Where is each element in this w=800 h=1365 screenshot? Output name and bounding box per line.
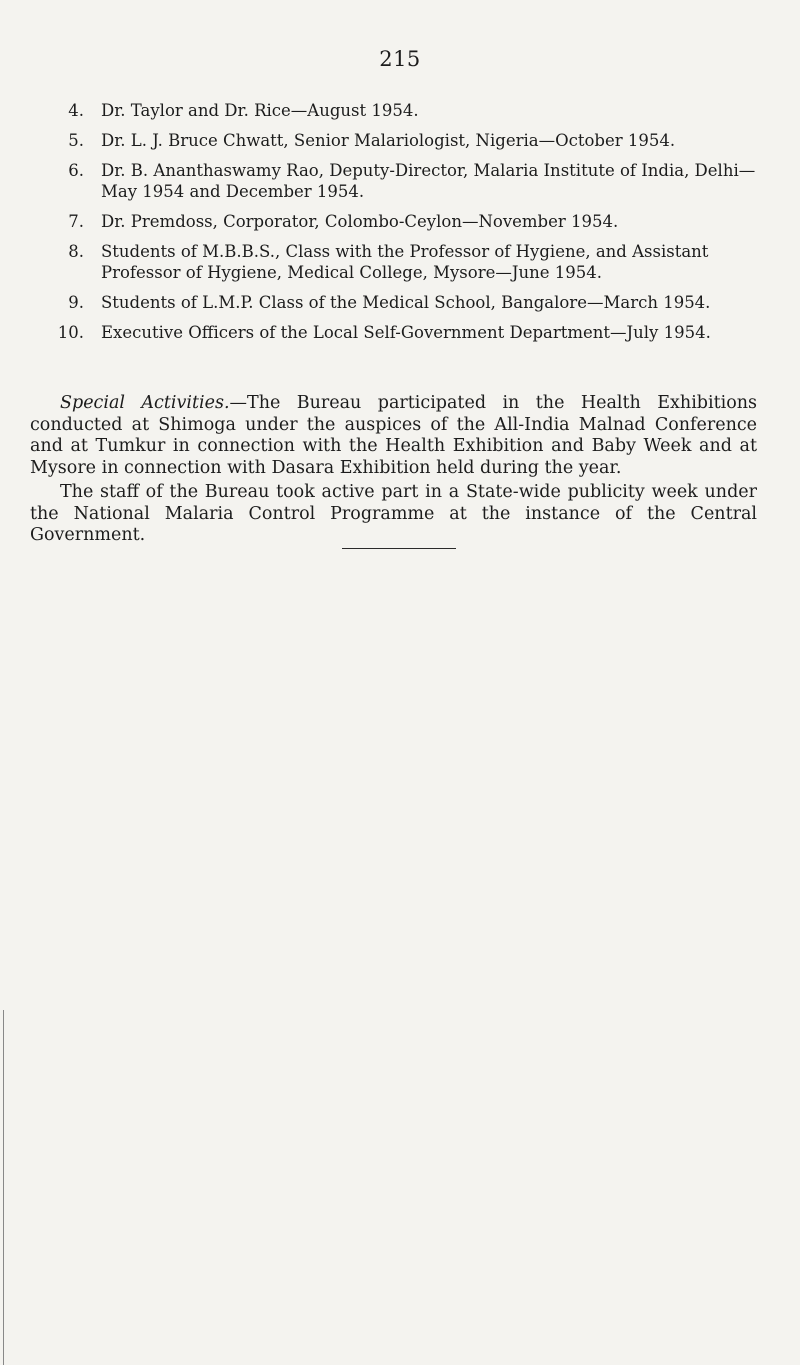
list-item [60,130,760,151]
list-item-number: 4. [68,101,84,120]
list-item-text: Dr. L. J. Bruce Chwatt, Senior Malariologist, Nigeria—October 1954. [101,131,676,150]
list-item [57,322,760,343]
scan-edge-line [3,1010,4,1365]
list-item-number: 7. [68,212,84,231]
visitor-list [57,100,760,352]
list-item-number: 6. [68,161,84,180]
list-item-text: Students of M.B.B.S., Class with the Professor of Hygiene, and Assistant Professor of Hygiene, Medical College, Mysore—June 1954. [101,242,709,282]
special-activities-text: —The Bureau participated in the Health Exhibitions conducted at Shimoga under the auspices of the All-India Malnad Conference and at Tumkur in connection with the Health Exhibition and Baby Week and at Mysore in connection with Dasara Exhibition held during the year. [30,393,758,478]
special-activities-paragraph [30,393,757,479]
list-item-number: 9. [68,293,84,312]
list-item-number: 8. [68,242,84,261]
list-item [60,292,760,313]
list-item-text: Executive Officers of the Local Self-Government Department—July 1954. [101,323,711,342]
list-item [60,241,760,283]
staff-publicity-paragraph: The staff of the Bureau took active part in a State-wide publicity week under the National Malaria Control Programme at the instance of the Central Government. [30,482,757,545]
list-item-number: 5. [68,131,84,150]
list-item-text: Students of L.M.P. Class of the Medical School, Bangalore—March 1954. [101,293,711,312]
list-item-text: Dr. Taylor and Dr. Rice—August 1954. [101,101,419,120]
page-number: 215 [379,47,421,71]
section-divider [342,548,456,549]
list-item [60,100,760,121]
list-item [60,211,760,232]
list-item-number: 10. [57,323,84,342]
special-activities-heading: Special Activities. [60,393,230,413]
list-item [60,160,760,202]
list-item-text: Dr. Premdoss, Corporator, Colombo-Ceylon—November 1954. [101,212,619,231]
list-item-text: Dr. B. Ananthaswamy Rao, Deputy-Director, Malaria Institute of India, Delhi—May 1954 and December 1954. [101,161,756,201]
